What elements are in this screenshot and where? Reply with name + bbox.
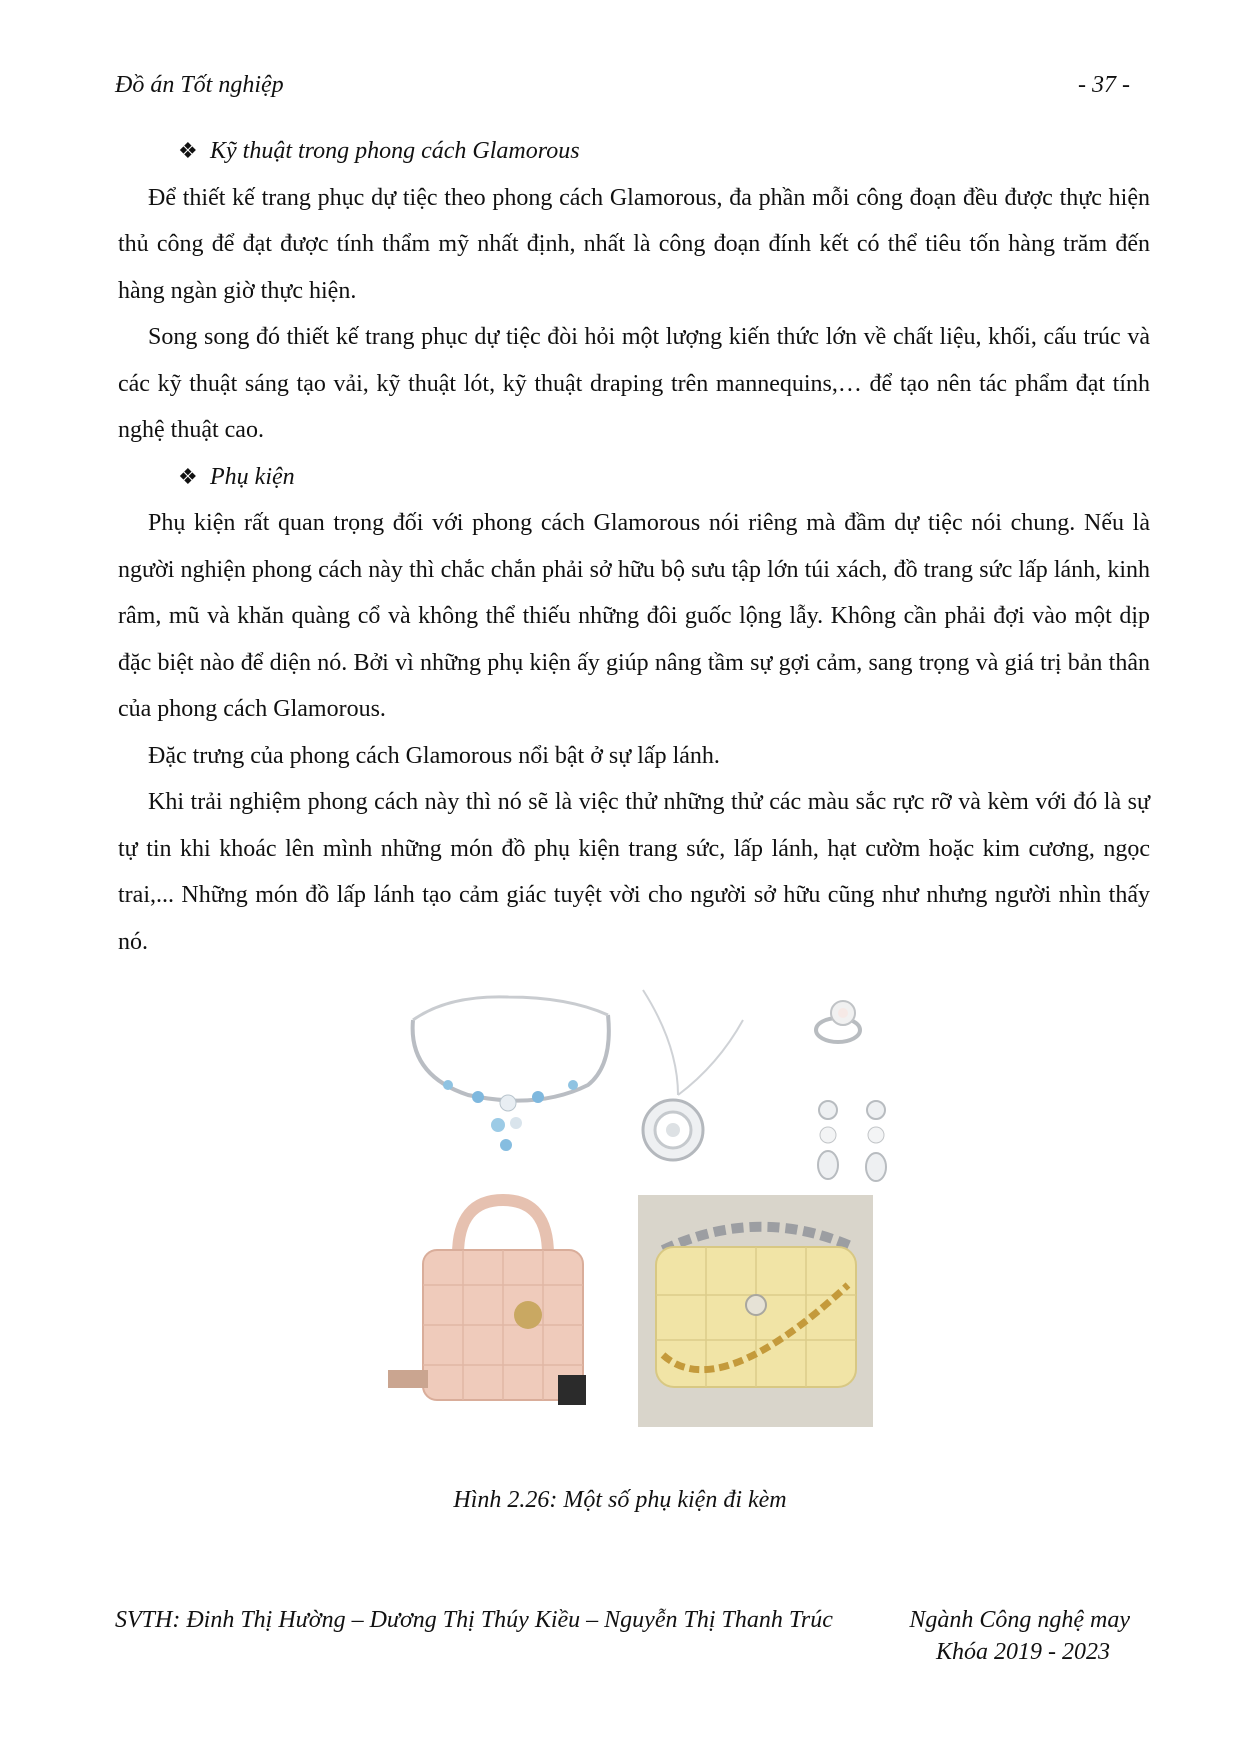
- four-diamond-bullet-icon: ❖: [178, 463, 198, 489]
- pink-handbag-image: [388, 1193, 613, 1435]
- accessories-figure: [388, 985, 973, 1445]
- footer-course: Khóa 2019 - 2023: [936, 1639, 1110, 1665]
- paragraph: Khi trải nghiệm phong cách này thì nó sẽ là việc thử những thử các màu sắc rực rỡ và kèm với đó là sự tự tin khi khoác lên mình những món đồ phụ kiện trang sức, lấp lánh, hạt cườm hoặc kim cương, ngọc trai,... Những món đồ lấp lánh tạo cảm giác tuyệt vời cho người sở hữu cũng như nhưng người nhìn thấy nó.: [118, 789, 1150, 955]
- accessories-image: [388, 985, 973, 1445]
- section-heading-accessories: ❖ Phụ kiện: [118, 454, 1150, 501]
- paragraph: Đặc trưng của phong cách Glamorous nổi bật ở sự lấp lánh.: [148, 742, 720, 769]
- pendant-image: [643, 990, 743, 1160]
- four-diamond-bullet-icon: ❖: [178, 138, 198, 163]
- footer-authors: SVTH: Đinh Thị Hường – Dương Thị Thúy Kiều – Nguyễn Thị Thanh Trúc: [115, 1607, 833, 1633]
- section-heading-technique: ❖ Kỹ thuật trong phong cách Glamorous: [118, 128, 1150, 175]
- paragraph: Phụ kiện rất quan trọng đối với phong cách Glamorous nói riêng mà đầm dự tiệc nói chung. Nếu là người nghiện phong cách này thì chắc chắn phải sở hữu bộ sưu tập lớn túi xách, đồ trang sức lấp lánh, kinh râm, mũ và khăn quàng cổ và không thể thiếu những đôi guốc lộng lẫy. Không cần phải đợi vào một dịp đặc biệt nào để diện nó. Bởi vì những phụ kiện ấy giúp nâng tầm sự gợi cảm, sang trọng và giá trị bản thân của phong cách Glamorous.: [118, 510, 1150, 722]
- paragraph: Để thiết kế trang phục dự tiệc theo phong cách Glamorous, đa phần mỗi công đoạn đều được thực hiện thủ công để đạt được tính thẩm mỹ nhất định, nhất là công đoạn đính kết có thể tiêu tốn hàng trăm đến hàng ngàn giờ thực hiện.: [118, 184, 1150, 304]
- paragraph: Song song đó thiết kế trang phục dự tiệc đòi hỏi một lượng kiến thức lớn về chất liệu, khối, cấu trúc và các kỹ thuật sáng tạo vải, kỹ thuật lót, kỹ thuật draping trên mannequins,… để tạo nên tác phẩm đạt tính nghệ thuật cao.: [118, 324, 1150, 443]
- main-content: [118, 128, 1150, 965]
- footer-major: Ngành Công nghệ may: [909, 1607, 1130, 1633]
- page-number: - 37 -: [1078, 72, 1130, 98]
- yellow-handbag-image: [638, 1195, 873, 1427]
- figure-caption: Hình 2.26: Một số phụ kiện đi kèm: [453, 1487, 787, 1513]
- document-title: Đồ án Tốt nghiệp: [115, 72, 284, 98]
- page-header: [115, 72, 1130, 99]
- ring-image: [816, 1001, 860, 1042]
- necklace-image: [413, 997, 609, 1151]
- earrings-image: [818, 1101, 886, 1181]
- page-footer: [115, 1604, 1130, 1668]
